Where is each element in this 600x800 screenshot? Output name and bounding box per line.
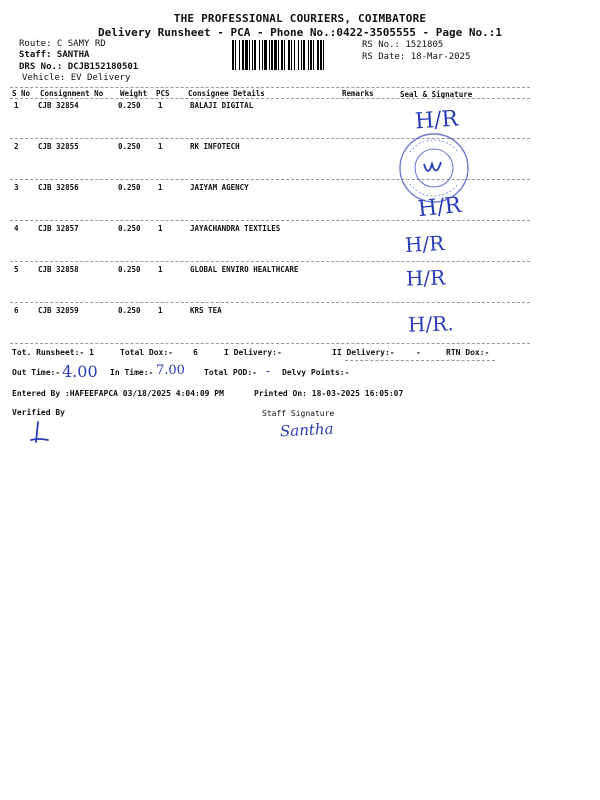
row1-consignee: BALAJI DIGITAL: [190, 101, 254, 110]
total-dox-label: Total Dox:-: [120, 348, 173, 357]
staff-handwritten-signature: Santha: [279, 419, 334, 441]
row3-consignment: CJB 32856: [38, 183, 79, 192]
table-header-rule: [10, 98, 530, 99]
row5-weight: 0.250: [118, 265, 141, 274]
staff-signature-label: Staff Signature: [262, 409, 335, 418]
row5-consignment: CJB 32858: [38, 265, 79, 274]
entered-by: Entered By :HAFEEFAPCA 03/18/2025 4:04:09 PM: [12, 389, 224, 398]
row1-pcs: 1: [158, 101, 163, 110]
col-header-remarks: Remarks: [342, 89, 374, 98]
row2-consignee: RK INFOTECH: [190, 142, 240, 151]
ii-delivery-dash: -: [416, 348, 421, 357]
row6-weight: 0.250: [118, 306, 141, 315]
vehicle-label: Vehicle: EV Delivery: [22, 73, 131, 83]
total-runsheet: Tot. Runsheet:- 1: [12, 348, 94, 357]
row2-weight: 0.250: [118, 142, 141, 151]
col-header-pcs: PCS: [156, 89, 170, 98]
row2-sno: 2: [14, 142, 19, 151]
table-bottom-rule: [10, 343, 530, 344]
total-dox-value: 6: [193, 348, 198, 357]
runsheet-subtitle: Delivery Runsheet - PCA - Phone No.:0422-3505555 - Page No.:1: [98, 26, 502, 39]
row5-sno: 5: [14, 265, 19, 274]
row4-consignee: JAYACHANDRA TEXTILES: [190, 224, 281, 233]
row2-consignment: CJB 32855: [38, 142, 79, 151]
handwritten-signature-row4: H/R: [404, 230, 445, 258]
row6-consignment: CJB 32859: [38, 306, 79, 315]
row3-sno: 3: [14, 183, 19, 192]
col-header-consignment: Consignment No: [40, 89, 104, 98]
rs-date: RS Date: 18-Mar-2025: [362, 52, 471, 62]
rs-number: RS No.: 1521805: [362, 40, 444, 50]
handwritten-signature-row1: H/R: [414, 106, 459, 135]
total-pod-label: Total POD:-: [204, 368, 257, 377]
row5-pcs: 1: [158, 265, 163, 274]
totals-underline: [345, 360, 495, 361]
company-title: THE PROFESSIONAL COURIERS, COIMBATORE: [173, 12, 427, 25]
table-top-rule: [10, 87, 530, 88]
col-header-weight: Weight: [120, 89, 148, 98]
row3-weight: 0.250: [118, 183, 141, 192]
col-header-sno: S No: [12, 89, 31, 98]
out-time-label: Out Time:-: [12, 368, 61, 377]
handwritten-signature-row5: H/R: [405, 265, 446, 291]
row4-pcs: 1: [158, 224, 163, 233]
row1-consignment: CJB 32854: [38, 101, 79, 110]
row6-sno: 6: [14, 306, 19, 315]
row1-sno: 1: [14, 101, 19, 110]
ii-delivery-label: II Delivery:-: [332, 348, 395, 357]
row4-consignment: CJB 32857: [38, 224, 79, 233]
barcode-image: [232, 40, 356, 70]
total-pod-handwritten: -: [266, 364, 271, 378]
out-time-handwritten: 4.00: [62, 362, 98, 381]
row-divider: [10, 302, 530, 303]
row6-consignee: KRS TEA: [190, 306, 222, 315]
row3-consignee: JAIYAM AGENCY: [190, 183, 249, 192]
row5-consignee: GLOBAL ENVIRO HEALTHCARE: [190, 265, 299, 274]
row-divider: [10, 261, 530, 262]
verified-by-signature: [28, 420, 54, 446]
handwritten-signature-row6: H/R.: [407, 311, 455, 337]
col-header-seal: Seal & Signature: [400, 90, 473, 99]
company-seal-stamp: [396, 130, 472, 206]
in-time-label: In Time:-: [110, 368, 154, 377]
delvy-points-label: Delvy Points:-: [282, 368, 350, 377]
row-divider: [10, 220, 530, 221]
row4-sno: 4: [14, 224, 19, 233]
row1-weight: 0.250: [118, 101, 141, 110]
row4-weight: 0.250: [118, 224, 141, 233]
staff-label: Staff: SANTHA: [19, 50, 90, 60]
handwritten-signature-row3: H/R: [416, 192, 463, 223]
rtn-dox-label: RTN Dox:-: [446, 348, 490, 357]
verified-by-label: Verified By: [12, 408, 65, 417]
i-delivery-label: I Delivery:-: [224, 348, 282, 357]
row2-pcs: 1: [158, 142, 163, 151]
route-label: Route: C SAMY RD: [19, 39, 106, 49]
printed-on: Printed On: 18-03-2025 16:05:07: [254, 389, 404, 398]
row6-pcs: 1: [158, 306, 163, 315]
row3-pcs: 1: [158, 183, 163, 192]
drs-number: DRS No.: DCJB152180501: [19, 62, 139, 72]
in-time-handwritten: 7.00: [156, 363, 185, 378]
col-header-consignee: Consignee Details: [188, 89, 265, 98]
